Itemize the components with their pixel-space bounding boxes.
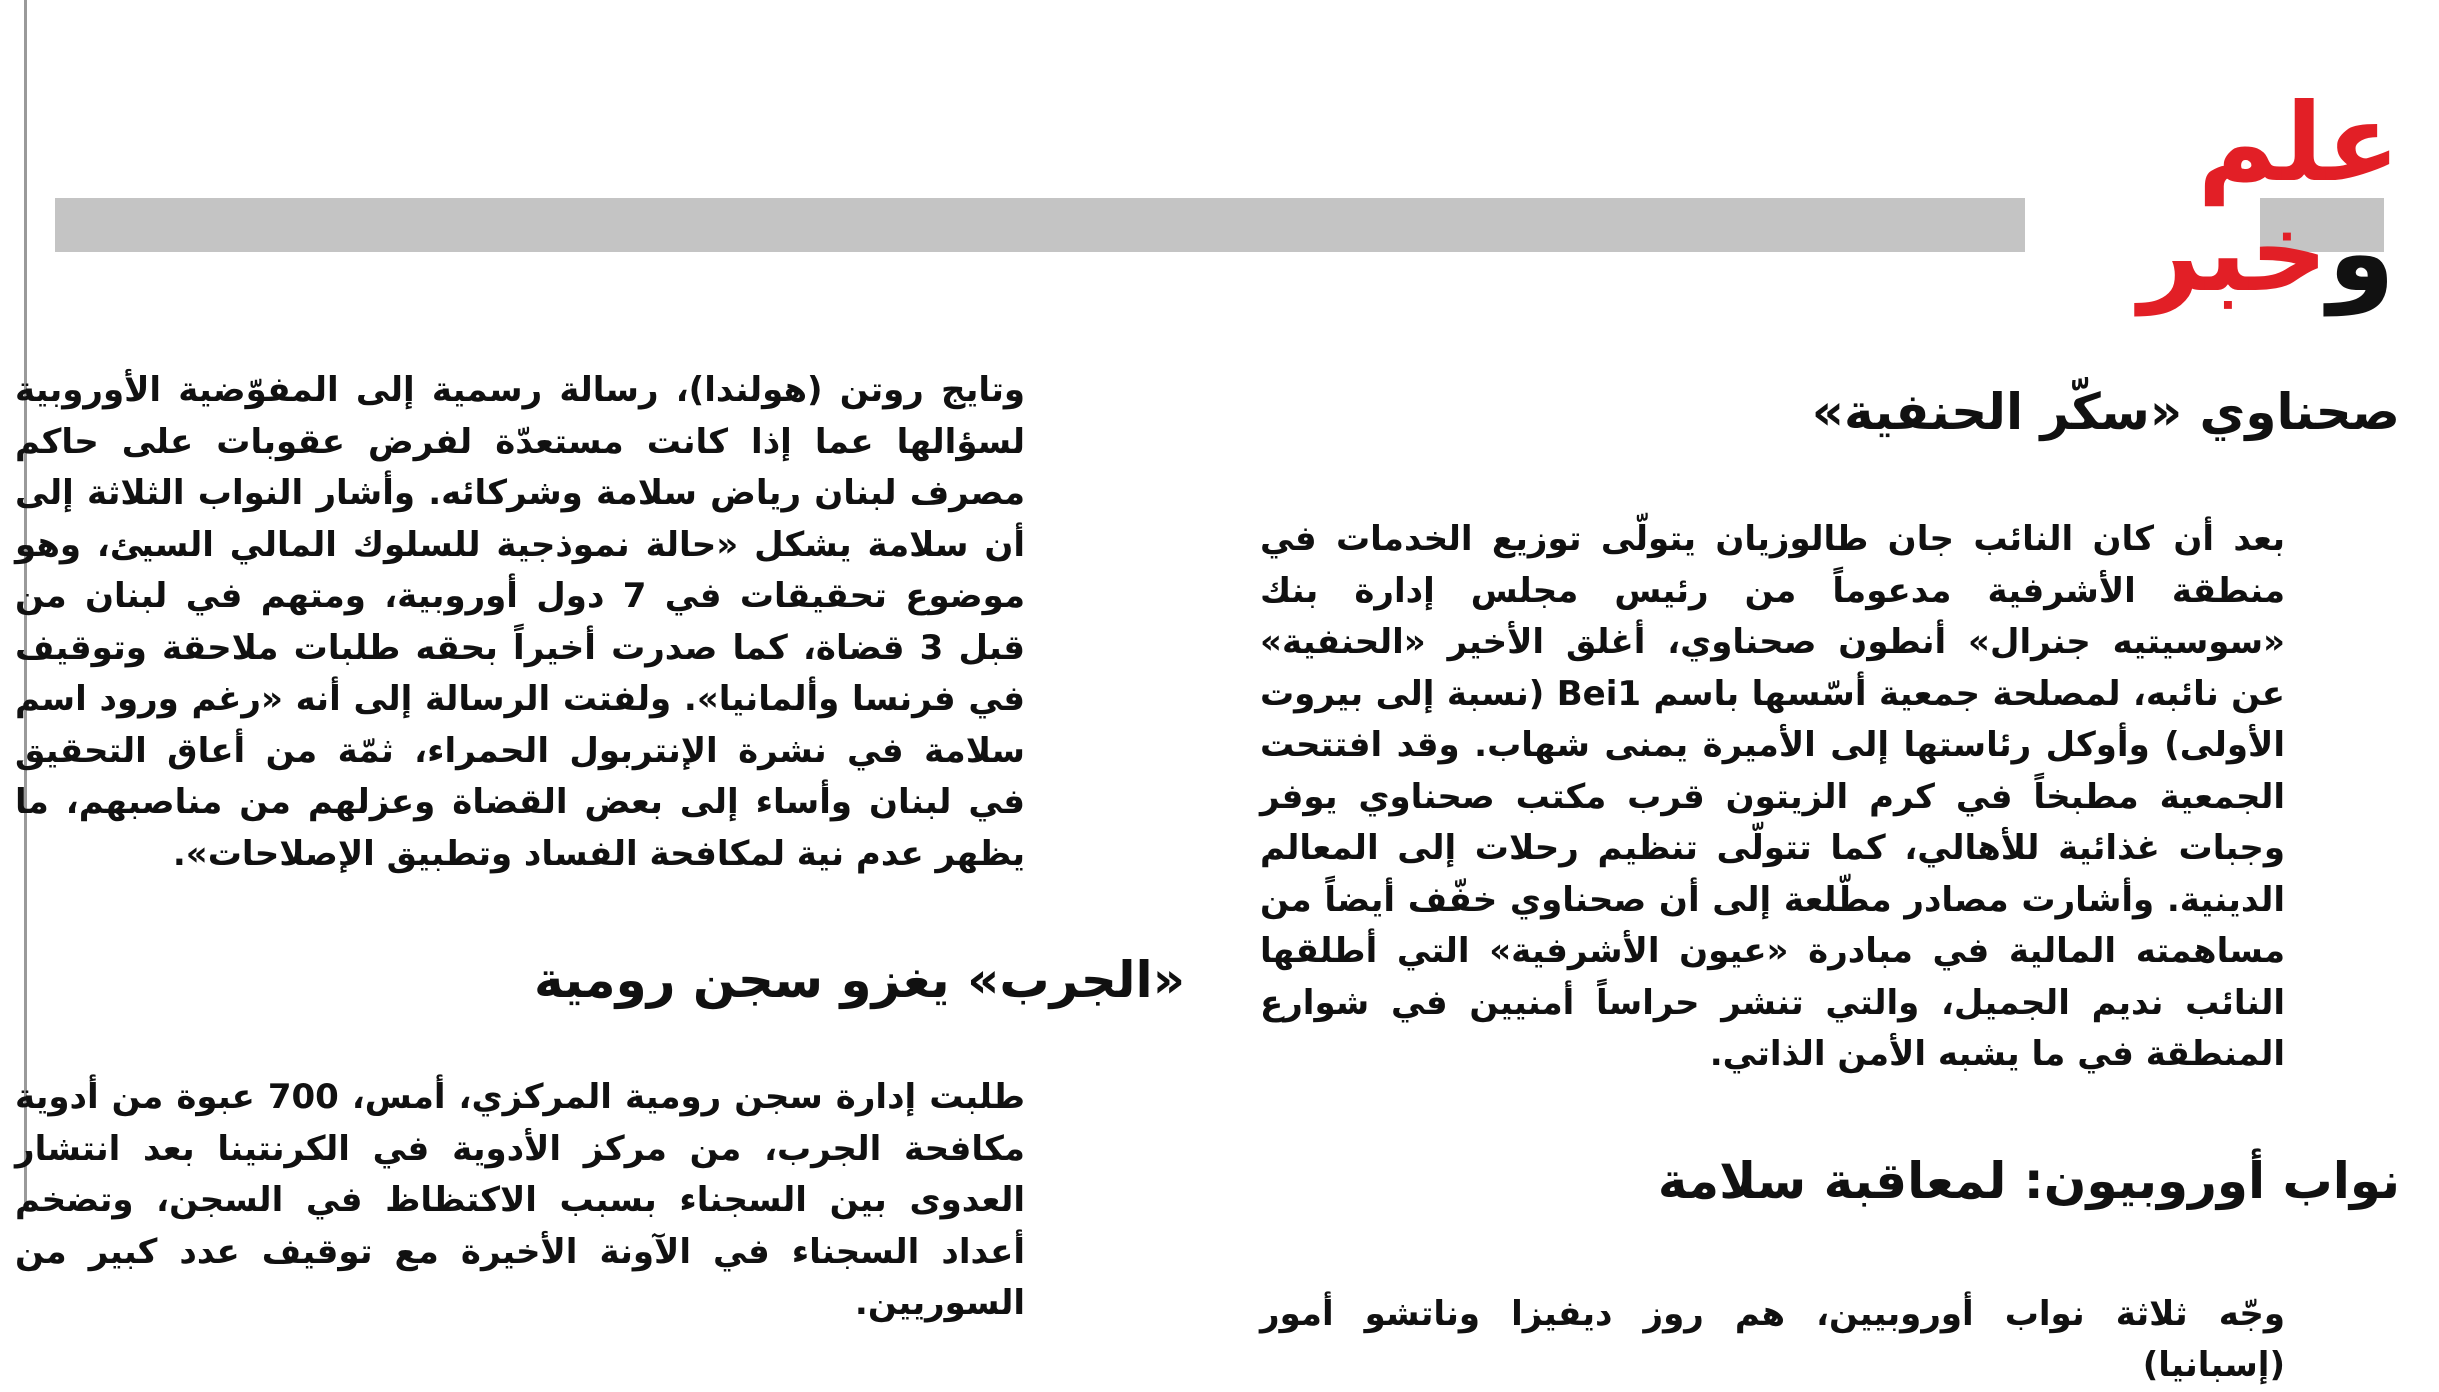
section-logo	[2040, 80, 2400, 316]
right-column	[1260, 370, 2400, 1392]
logo-word-bottom	[2138, 191, 2395, 316]
logo-connector: و	[2327, 191, 2395, 316]
header-bar	[55, 198, 2025, 252]
left-column	[15, 365, 1185, 1330]
headline-sahnawi: صحناوي «سكّر الحنفية»	[1811, 383, 2400, 441]
logo-word-red: خبر	[2138, 191, 2328, 316]
logo-word-top: علم	[2197, 81, 2400, 206]
article-mps-body-continued: وتايج روتن (هولندا)، رسالة رسمية إلى المفوّضية الأوروبية لسؤالها عما إذا كانت مستعدّة لفرض عقوبات على حاكم مصرف لبنان رياض سلامة وشركائه. وأشار النواب الثلاثة إلى أن سلامة يشكل «حالة نموذجية للسلوك المالي السيئ، وهو موضوع تحقيقات في 7 دول أوروبية، ومتهم في لبنان من قبل 3 قضاة، كما صدرت أخيراً بحقه طلبات ملاحقة وتوقيف في فرنسا وألمانيا». ولفتت الرسالة إلى أنه «رغم ورود اسم سلامة في نشرة الإنتربول الحمراء، ثمّة من أعاق التحقيق في لبنان وأساء إلى بعض القضاة وعزلهم من مناصبهم، ما يظهر عدم نية لمكافحة الفساد وتطبيق الإصلاحات».	[15, 370, 1026, 874]
article-mps-body-start: وجّه ثلاثة نواب أوروبيين، هم روز ديفيزا وناتشو أمور (إسبانيا)	[1260, 1293, 2285, 1385]
article-scabies-body: طلبت إدارة سجن رومية المركزي، أمس، 700 عبوة من أدوية مكافحة الجرب، من مركز الأدوية في الكرنتينا بعد انتشار العدوى بين السجناء بسبب الاكتظاظ في السجن، وتضخم أعداد السجناء في الآونة الأخيرة مع توقيف عدد كبير من السوريين.	[15, 1077, 1025, 1323]
headline-scabies: «الجرب» يغزو سجن رومية	[533, 951, 1185, 1009]
headline-european-mps: نواب أوروبيون: لمعاقبة سلامة	[1657, 1151, 2400, 1210]
article-sahnawi-body: بعد أن كان النائب جان طالوزيان يتولّى توزيع الخدمات في منطقة الأشرفية مدعوماً من رئيس مجلس إدارة بنك «سوسيتيه جنرال» أنطون صحناوي، أغلق الأخير «الحنفية» عن نائبه، لمصلحة جمعية أسّسها باسم Bei1 (نسبة إلى بيروت الأولى) وأوكل رئاستها إلى الأميرة يمنى شهاب. وقد افتتحت الجمعية مطبخاً في كرم الزيتون قرب مكتب صحناوي يوفر وجبات غذائية للأهالي، كما تتولّى تنظيم رحلات إلى المعالم الدينية. وأشارت مصادر مطّلعة إلى أن صحناوي خفّف أيضاً من مساهمته المالية في مبادرة «عيون الأشرفية» التي أطلقها النائب نديم الجميل، والتي تنشر حراساً أمنيين في شوارع المنطقة في ما يشبه الأمن الذاتي.	[1260, 519, 2286, 1074]
